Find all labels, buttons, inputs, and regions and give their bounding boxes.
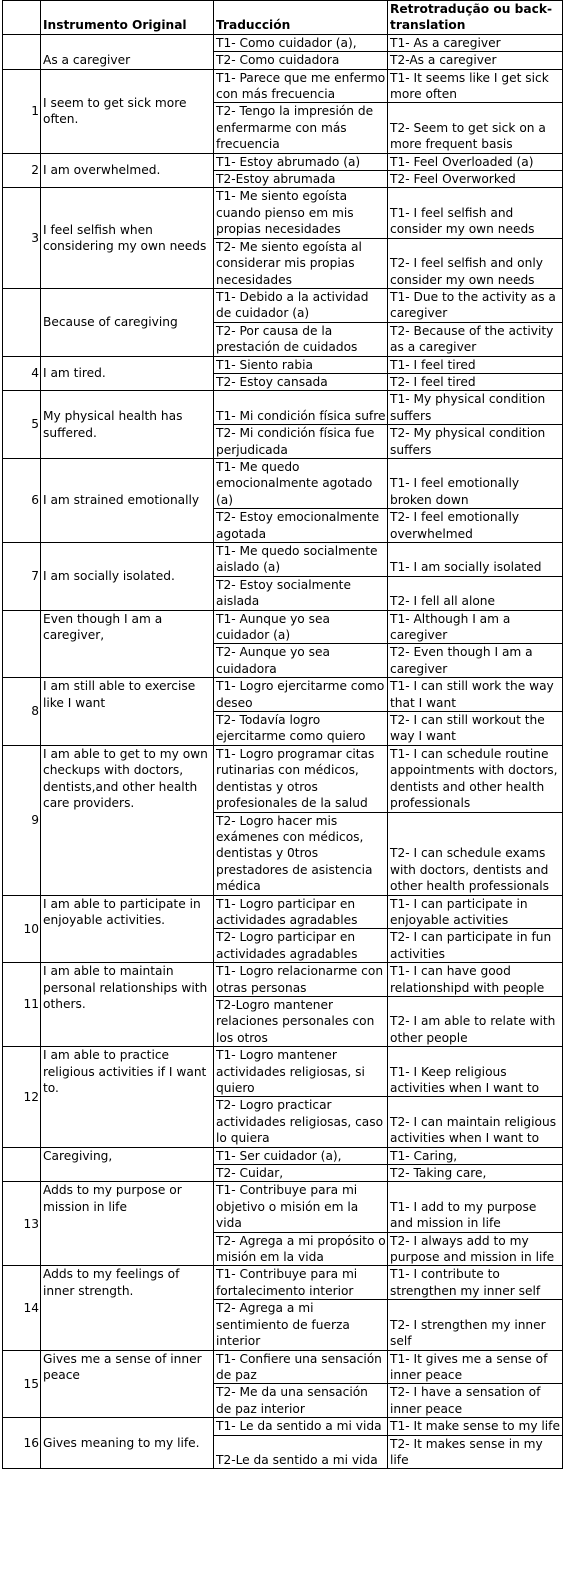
back-translation-cell: T2- Because of the activity as a caregiver [388, 322, 563, 356]
back-translation-cell: T2- I fell all alone [388, 576, 563, 610]
translation-cell: T2- Logro practicar actividades religiosas, caso lo quiera [214, 1097, 388, 1147]
original-item-cell: My physical health has suffered. [41, 391, 214, 459]
back-translation-cell: T1- I feel selfish and consider my own needs [388, 188, 563, 238]
original-item-cell: I am able to practice religious activities if I want to. [41, 1047, 214, 1147]
item-number: 7 [3, 543, 41, 611]
translation-cell: T2- Cuidar, [214, 1165, 388, 1182]
translation-cell: T2- Me da una sensación de paz interior [214, 1384, 388, 1418]
original-item-cell: I am able to participate in enjoyable activities. [41, 895, 214, 963]
original-item-cell: I am tired. [41, 356, 214, 391]
translation-cell: T2- Logro hacer mis exámenes con médicos, dentistas y 0tros prestadores de asistencia médica [214, 812, 388, 895]
back-translation-cell: T1- It seems like I get sick more often [388, 69, 563, 103]
back-translation-cell: T2- Taking care, [388, 1165, 563, 1182]
table-row [3, 963, 563, 997]
translation-cell: T2-Le da sentido a mi vida [214, 1435, 388, 1469]
translation-cell: T2- Estoy cansada [214, 373, 388, 390]
back-translation-cell: T1- I Keep religious activities when I want to [388, 1047, 563, 1097]
original-item-cell: I am still able to exercise like I want [41, 678, 214, 746]
item-number: 5 [3, 391, 41, 459]
back-translation-cell: T1- Caring, [388, 1147, 563, 1164]
item-number: 4 [3, 356, 41, 391]
back-translation-cell: T1- I can participate in enjoyable activities [388, 895, 563, 929]
table-row [3, 288, 563, 322]
original-item-cell: I am able to maintain personal relationships with others. [41, 963, 214, 1047]
translation-cell: T2-Logro mantener relaciones personales con los otros [214, 996, 388, 1046]
item-number: 9 [3, 745, 41, 895]
table-row [3, 153, 563, 170]
original-item-cell: I am socially isolated. [41, 543, 214, 611]
back-translation-cell: T1- It gives me a sense of inner peace [388, 1350, 563, 1384]
back-translation-cell: T2- I am able to relate with other people [388, 996, 563, 1046]
table-row [3, 69, 563, 103]
translation-cell: T1- Debido a la actividad de cuidador (a) [214, 288, 388, 322]
back-translation-cell: T1- I can schedule routine appointments with doctors, dentists and other health professionals [388, 745, 563, 812]
translation-cell: T1- Logro mantener actividades religiosas, si quiero [214, 1047, 388, 1097]
back-translation-cell: T1- I can still work the way that I want [388, 678, 563, 712]
header-translation: Traducción [214, 1, 388, 35]
back-translation-cell: T1- I feel emotionally broken down [388, 458, 563, 508]
item-number: 11 [3, 963, 41, 1047]
original-item-cell: Gives me a sense of inner peace [41, 1350, 214, 1418]
original-item-cell: Caregiving, [41, 1147, 214, 1182]
table-row [3, 610, 563, 644]
translation-cell: T1- Me quedo emocionalmente agotado (a) [214, 458, 388, 508]
table-row [3, 1047, 563, 1097]
original-item-cell: I am strained emotionally [41, 458, 214, 542]
table-row [3, 34, 563, 51]
item-number [3, 288, 41, 356]
translation-cell: T2- Logro participar en actividades agradables [214, 929, 388, 963]
item-number: 13 [3, 1182, 41, 1266]
header-back-translation: Retrotradução ou back-translation [388, 1, 563, 35]
table-row [3, 1418, 563, 1435]
back-translation-cell: T2- I can maintain religious activities when I want to [388, 1097, 563, 1147]
translation-cell: T1- Mi condición física sufre [214, 391, 388, 425]
translation-cell: T1- Me siento egoísta cuando pienso em mis propias necesidades [214, 188, 388, 238]
back-translation-cell: T2- I always add to my purpose and mission in life [388, 1232, 563, 1266]
back-translation-cell: T1- Feel Overloaded (a) [388, 153, 563, 170]
table-row [3, 458, 563, 508]
back-translation-cell: T1- I can have good relationshipd with people [388, 963, 563, 997]
translation-cell: T1- Parece que me enfermo con más frecuencia [214, 69, 388, 103]
table-row [3, 1147, 563, 1164]
translation-cell: T2- Por causa de la prestación de cuidados [214, 322, 388, 356]
original-item-cell: Adds to my feelings of inner strength. [41, 1266, 214, 1350]
header-number [3, 1, 41, 35]
translation-cell: T1- Siento rabia [214, 356, 388, 373]
translation-cell: T2- Estoy emocionalmente agotada [214, 509, 388, 543]
back-translation-cell: T1- It make sense to my life [388, 1418, 563, 1435]
back-translation-cell: T2- I feel tired [388, 373, 563, 390]
translation-cell: T1- Ser cuidador (a), [214, 1147, 388, 1164]
item-number: 16 [3, 1418, 41, 1469]
original-item-cell: I am able to get to my own checkups with doctors, dentists,and other health care providers. [41, 745, 214, 895]
back-translation-cell: T2- I strengthen my inner self [388, 1300, 563, 1350]
item-number: 10 [3, 895, 41, 963]
original-item-cell: Even though I am a caregiver, [41, 610, 214, 678]
table-row [3, 1266, 563, 1300]
item-number: 8 [3, 678, 41, 746]
translation-cell: T1- Como cuidador (a), [214, 34, 388, 51]
back-translation-cell: T1- My physical condition suffers [388, 391, 563, 425]
translation-cell: T1- Contribuye para mi fortalecimento interior [214, 1266, 388, 1300]
back-translation-cell: T2- Feel Overworked [388, 171, 563, 188]
translation-cell: T2-Estoy abrumada [214, 171, 388, 188]
table-row [3, 1182, 563, 1232]
back-translation-cell: T2- I can schedule exams with doctors, dentists and other health professionals [388, 812, 563, 895]
item-number [3, 1147, 41, 1182]
table-row [3, 543, 563, 577]
translation-cell: T2- Como cuidadora [214, 52, 388, 69]
back-translation-cell: T2- It makes sense in my life [388, 1435, 563, 1469]
back-translation-cell: T2- I feel selfish and only consider my own needs [388, 238, 563, 288]
original-item-cell: I seem to get sick more often. [41, 69, 214, 153]
translation-cell: T1- Estoy abrumado (a) [214, 153, 388, 170]
translation-cell: T1- Le da sentido a mi vida [214, 1418, 388, 1435]
translation-cell: T1- Contribuye para mi objetivo o misión em la vida [214, 1182, 388, 1232]
back-translation-cell: T2- I feel emotionally overwhelmed [388, 509, 563, 543]
translation-cell: T1- Logro participar en actividades agradables [214, 895, 388, 929]
table-row [3, 745, 563, 812]
header-row [3, 1, 563, 35]
translation-cell: T1- Aunque yo sea cuidador (a) [214, 610, 388, 644]
back-translation-cell: T2- Even though I am a caregiver [388, 644, 563, 678]
table-row [3, 1350, 563, 1384]
translation-cell: T2- Agrega a mi sentimiento de fuerza interior [214, 1300, 388, 1350]
original-item-cell: I am overwhelmed. [41, 153, 214, 188]
back-translation-cell: T2- Seem to get sick on a more frequent basis [388, 103, 563, 153]
back-translation-cell: T1- I add to my purpose and mission in life [388, 1182, 563, 1232]
translation-cell: T1- Confiere una sensación de paz [214, 1350, 388, 1384]
translation-cell: T1- Me quedo socialmente aislado (a) [214, 543, 388, 577]
item-number: 3 [3, 188, 41, 288]
translation-cell: T2- Tengo la impresión de enfermarme con más frecuencia [214, 103, 388, 153]
translation-table [2, 0, 563, 1469]
back-translation-cell: T2- My physical condition suffers [388, 425, 563, 459]
original-item-cell: Adds to my purpose or mission in life [41, 1182, 214, 1266]
table-row [3, 356, 563, 373]
back-translation-cell: T1- Although I am a caregiver [388, 610, 563, 644]
item-number: 2 [3, 153, 41, 188]
table-row [3, 391, 563, 425]
translation-cell: T1- Logro ejercitarme como deseo [214, 678, 388, 712]
back-translation-cell: T1- I feel tired [388, 356, 563, 373]
translation-cell: T2- Aunque yo sea cuidadora [214, 644, 388, 678]
table-row [3, 678, 563, 712]
original-item-cell: I feel selfish when considering my own needs [41, 188, 214, 288]
item-number [3, 610, 41, 678]
item-number [3, 34, 41, 69]
back-translation-cell: T1- I contribute to strengthen my inner self [388, 1266, 563, 1300]
item-number: 6 [3, 458, 41, 542]
back-translation-cell: T1- As a caregiver [388, 34, 563, 51]
back-translation-cell: T2- I can still workout the way I want [388, 712, 563, 746]
translation-cell: T2- Me siento egoísta al considerar mis propias necesidades [214, 238, 388, 288]
original-item-cell: Gives meaning to my life. [41, 1418, 214, 1469]
table-row [3, 895, 563, 929]
back-translation-cell: T2- I have a sensation of inner peace [388, 1384, 563, 1418]
original-item-cell: Because of caregiving [41, 288, 214, 356]
back-translation-cell: T2-As a caregiver [388, 52, 563, 69]
translation-cell: T2- Estoy socialmente aislada [214, 576, 388, 610]
item-number: 15 [3, 1350, 41, 1418]
original-item-cell: As a caregiver [41, 34, 214, 69]
item-number: 1 [3, 69, 41, 153]
item-number: 12 [3, 1047, 41, 1147]
header-original: Instrumento Original [41, 1, 214, 35]
table-row [3, 188, 563, 238]
translation-cell: T1- Logro relacionarme con otras personas [214, 963, 388, 997]
item-number: 14 [3, 1266, 41, 1350]
translation-cell: T2- Agrega a mi propósito o misión em la vida [214, 1232, 388, 1266]
back-translation-cell: T2- I can participate in fun activities [388, 929, 563, 963]
translation-cell: T2- Mi condición física fue perjudicada [214, 425, 388, 459]
translation-cell: T1- Logro programar citas rutinarias con médicos, dentistas y otros profesionales de la salud [214, 745, 388, 812]
table-body [3, 34, 563, 1469]
translation-cell: T2- Todavía logro ejercitarme como quiero [214, 712, 388, 746]
back-translation-cell: T1- I am socially isolated [388, 543, 563, 577]
back-translation-cell: T1- Due to the activity as a caregiver [388, 288, 563, 322]
